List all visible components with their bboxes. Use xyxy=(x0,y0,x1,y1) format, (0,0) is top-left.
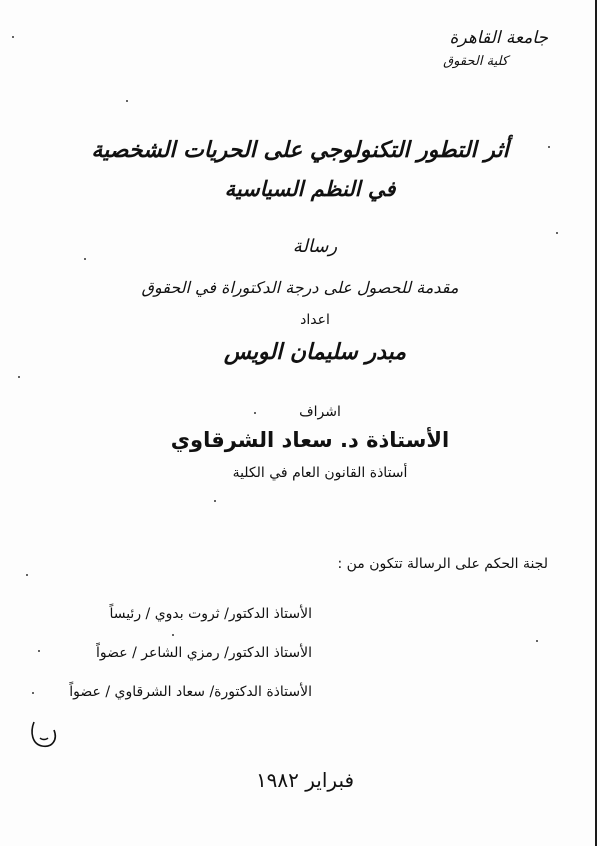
university-name: جامعة القاهرة xyxy=(449,28,548,48)
scan-speck xyxy=(126,100,128,102)
scan-speck xyxy=(84,258,86,260)
pen-mark-icon xyxy=(28,718,64,752)
scan-speck xyxy=(536,640,538,642)
committee-member: الأستاذ الدكتور/ ثروت بدوي / رئيساً xyxy=(109,606,312,622)
scan-speck xyxy=(38,650,40,652)
thesis-date: فبراير ١٩٨٢ xyxy=(255,768,355,792)
author-name: مبدر سليمان الويس xyxy=(223,340,407,365)
supervisor-title: أستاذة القانون العام في الكلية xyxy=(232,465,408,481)
page-edge-line xyxy=(595,0,597,846)
faculty-name: كلية الحقوق xyxy=(443,54,508,69)
scan-speck xyxy=(254,412,256,414)
prepared-by-label: اعداد xyxy=(300,312,330,328)
supervisor-name: الأستاذة د. سعاد الشرقاوي xyxy=(170,428,450,452)
scan-speck xyxy=(32,692,34,694)
committee-member: الأستاذة الدكتورة/ سعاد الشرقاوي / عضواً xyxy=(69,684,312,700)
committee-heading: لجنة الحكم على الرسالة تتكون من : xyxy=(337,556,548,572)
scan-speck xyxy=(548,146,550,148)
supervision-label: اشراف xyxy=(299,404,341,420)
scan-speck xyxy=(556,232,558,234)
committee-member: الأستاذ الدكتور/ رمزي الشاعر / عضواً xyxy=(96,645,312,661)
thesis-purpose: مقدمة للحصول على درجة الدكتوراة في الحقوق xyxy=(141,278,459,297)
thesis-title-line-1: أثر التطور التكنولوجي على الحريات الشخصية xyxy=(91,138,509,163)
scan-speck xyxy=(18,376,20,378)
scan-speck xyxy=(172,634,174,636)
thesis-title-line-2: في النظم السياسية xyxy=(224,177,396,201)
scan-speck xyxy=(26,574,28,576)
thesis-label: رسالة xyxy=(292,236,338,257)
scan-speck xyxy=(12,36,14,38)
scan-speck xyxy=(214,500,216,502)
